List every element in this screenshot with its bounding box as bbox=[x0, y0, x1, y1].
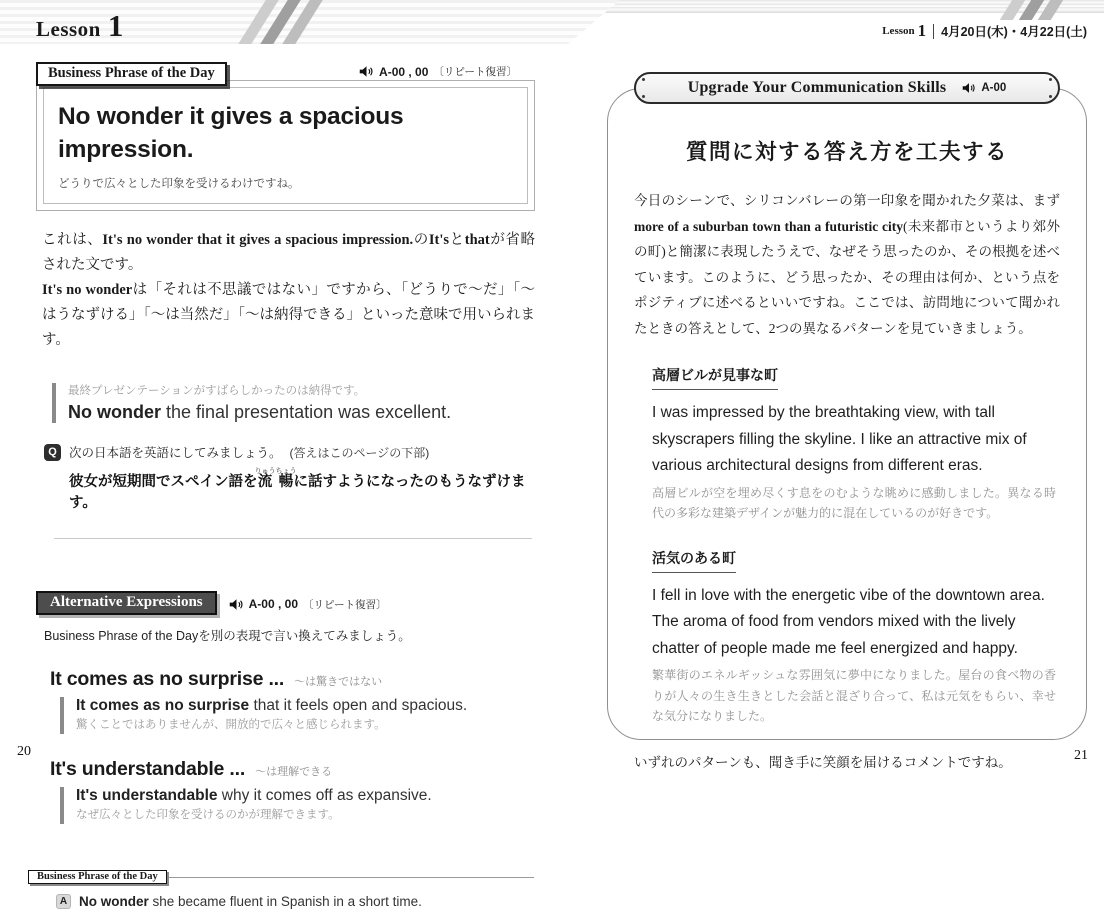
answer-section-label: Business Phrase of the Day bbox=[28, 870, 167, 884]
alternative-expressions-header bbox=[36, 591, 535, 615]
text-run: that it feels open and spacious. bbox=[249, 697, 468, 714]
page-number-left: 20 bbox=[17, 744, 31, 759]
text-run: が省略された文です。 bbox=[42, 232, 536, 273]
lesson-word: Lesson bbox=[36, 17, 101, 41]
example-japanese: 驚くことではありませんが、開放的で広々と感じられます。 bbox=[76, 719, 386, 731]
pattern-japanese: 繁華街のエネルギッシュな雰囲気に夢中になりました。屋台の食べ物の香りが人々の生き生きとした会話と混ざり合って、私は元気をもらい、幸せな気分になりました。 bbox=[652, 668, 1056, 723]
alternative-item bbox=[36, 758, 535, 824]
text-run: 今日のシーンで、シリコンバレーの第一印象を聞かれた夕菜は、まず bbox=[634, 193, 1060, 208]
text-run-bold: No wonder bbox=[68, 402, 161, 422]
audio-track: A-00 , 00 bbox=[379, 64, 429, 79]
task-head bbox=[44, 443, 535, 461]
text-run-bold: It's no wonder bbox=[42, 282, 133, 298]
screw-dot bbox=[642, 78, 645, 81]
alternative-item-head bbox=[50, 758, 535, 781]
furigana-word bbox=[254, 468, 297, 490]
page-meta bbox=[882, 21, 1087, 41]
decorative-slashes-right bbox=[1006, 0, 1057, 20]
text-run-bold: It's bbox=[428, 232, 450, 248]
section-divider bbox=[54, 538, 532, 539]
phrase-english: No wonder it gives a spacious impression. bbox=[58, 103, 404, 163]
example-japanese: 最終プレゼンテーションがすばらしかったのは納得です。 bbox=[68, 385, 366, 397]
audio-track: A-00 , 00 bbox=[248, 597, 298, 611]
pattern-english: I fell in love with the energetic vibe of the downtown area. The aroma of food from vendors mixed with the lively chatter of people made me feel energized and happy. bbox=[652, 586, 1045, 657]
phrase-box-inner bbox=[43, 87, 528, 204]
text-run-bold: It's no wonder that it gives a spacious impression. bbox=[102, 232, 414, 248]
audio-note: 〔リピート復習〕 bbox=[303, 598, 387, 611]
text-run-bold: It's understandable bbox=[76, 787, 218, 804]
text-run: she became fluent in Spanish in a short time. bbox=[148, 894, 422, 909]
divider bbox=[933, 24, 934, 39]
pattern-heading: 高層ビルが見事な町 bbox=[652, 365, 778, 390]
explanation-paragraph-2 bbox=[42, 278, 535, 353]
furigana-text: りゅうちょう bbox=[254, 468, 297, 475]
lesson-dates: 4月20日(木)・4月22日(土) bbox=[941, 25, 1087, 39]
phrase-japanese: どうりで広々とした印象を受けるわけですね。 bbox=[58, 178, 300, 190]
skills-closing: いずれのパターンも、聞き手に笑顔を届けるコメントですね。 bbox=[634, 754, 1012, 770]
meta-lesson-word: Lesson bbox=[882, 25, 915, 37]
alternative-example bbox=[60, 787, 535, 824]
divider bbox=[169, 877, 534, 878]
example-english bbox=[76, 787, 535, 805]
alternative-intro: Business Phrase of the Dayを別の表現で言い換えてみましょう。 bbox=[44, 629, 411, 643]
alternative-gloss: 〜は理解できる bbox=[255, 766, 333, 778]
speaker-icon bbox=[962, 82, 976, 94]
screw-dot bbox=[1049, 78, 1052, 81]
screw-dot bbox=[642, 95, 645, 98]
explanation-paragraph-1 bbox=[42, 228, 535, 278]
example-english bbox=[76, 697, 535, 715]
translation-task bbox=[44, 443, 535, 512]
alternative-phrase: It's understandable ... bbox=[50, 758, 246, 780]
screw-dot bbox=[1049, 95, 1052, 98]
alternative-expressions-label: Alternative Expressions bbox=[36, 591, 217, 615]
answer-text bbox=[79, 894, 422, 909]
text-run: に話すようになったのもうなずけます。 bbox=[69, 474, 526, 511]
decorative-slashes-left bbox=[252, 0, 309, 44]
answer-row bbox=[56, 894, 534, 909]
phrase-box bbox=[36, 80, 535, 211]
skills-header-title: Upgrade Your Communication Skills bbox=[687, 79, 947, 96]
example-japanese: なぜ広々とした印象を受けるのかが理解できます。 bbox=[76, 809, 340, 821]
pattern-block bbox=[652, 548, 1056, 727]
audio-note: 〔リピート復習〕 bbox=[433, 66, 517, 78]
answer-block bbox=[28, 870, 534, 909]
pattern-heading: 活気のある町 bbox=[652, 548, 736, 573]
audio-indicator bbox=[359, 64, 517, 79]
text-run: これは、 bbox=[42, 232, 103, 248]
speaker-icon bbox=[229, 598, 244, 611]
phrase-explanation bbox=[36, 228, 535, 353]
task-note: (答えはこのページの下部) bbox=[289, 445, 430, 460]
alternative-example bbox=[60, 697, 535, 734]
lesson-number: 1 bbox=[107, 8, 124, 43]
text-run: の bbox=[413, 232, 429, 248]
lesson-title bbox=[36, 8, 123, 44]
meta-lesson-number: 1 bbox=[917, 21, 927, 40]
question-marker: Q bbox=[44, 444, 61, 461]
pattern-block bbox=[652, 365, 1056, 524]
pattern-japanese: 高層ビルが空を埋め尽くす息をのむような眺めに感動しました。異なる時代の多彩な建築デザインが魅力的に混在しているのが好きです。 bbox=[652, 485, 1056, 520]
text-run: と bbox=[449, 232, 465, 248]
text-run-bold: that bbox=[464, 232, 490, 248]
text-run: 彼女が短期間でスペイン語を bbox=[69, 474, 258, 490]
answer-marker: A bbox=[56, 894, 71, 909]
audio-track: A-00 bbox=[981, 82, 1007, 94]
answer-label-row bbox=[28, 870, 534, 884]
audio-indicator bbox=[962, 82, 1006, 94]
business-phrase-label: Business Phrase of the Day bbox=[36, 62, 227, 86]
skills-content bbox=[608, 89, 1086, 771]
audio-indicator bbox=[229, 597, 387, 612]
furigana-base: 流暢 bbox=[254, 474, 297, 490]
text-run: why it comes off as expansive. bbox=[217, 787, 432, 804]
alternative-phrase: It comes as no surprise ... bbox=[50, 668, 285, 690]
text-run: the final presentation was excellent. bbox=[161, 402, 452, 422]
task-prompt: 次の日本語を英語にしてみましょう。 bbox=[69, 446, 282, 460]
example-english bbox=[68, 402, 535, 423]
pattern-english: I was impressed by the breathtaking view, with tall skyscrapers filling the skyline. I like an attractive mix of various architectural designs from different eras. bbox=[652, 404, 1027, 474]
page-number-right: 21 bbox=[1074, 748, 1088, 763]
text-run: は「それは不思議ではない」ですから、「どうりで〜だ」「〜はうなずける」「〜は当然だ」「〜は納得できる」といった意味で用いられます。 bbox=[42, 282, 535, 348]
text-run-bold: No wonder bbox=[79, 894, 149, 909]
skills-title: 質問に対する答え方を工夫する bbox=[685, 140, 1008, 164]
alternative-gloss: 〜は驚きではない bbox=[294, 676, 383, 688]
alternative-item-head bbox=[50, 668, 535, 691]
text-run: (未来都市というより郊外の町)と簡潔に表現したうえで、なぜそう思ったのか、その根拠を述べています。このように、どう思ったか、その理由は何か、という点をポジティブに述べるといいですね。ここでは、訪問地について聞かれたときの答えとして、2つの異なるパターンを見ていきましょう。 bbox=[634, 218, 1060, 336]
text-run-bold: It comes as no surprise bbox=[76, 697, 250, 714]
alternative-item bbox=[36, 668, 535, 734]
text-run-bold: more of a suburban town than a futuristic city bbox=[634, 218, 903, 234]
skills-intro bbox=[634, 188, 1060, 341]
phrase-example bbox=[52, 383, 535, 423]
task-question bbox=[69, 468, 535, 512]
speaker-icon bbox=[359, 65, 374, 78]
skills-header-pill bbox=[634, 72, 1060, 104]
